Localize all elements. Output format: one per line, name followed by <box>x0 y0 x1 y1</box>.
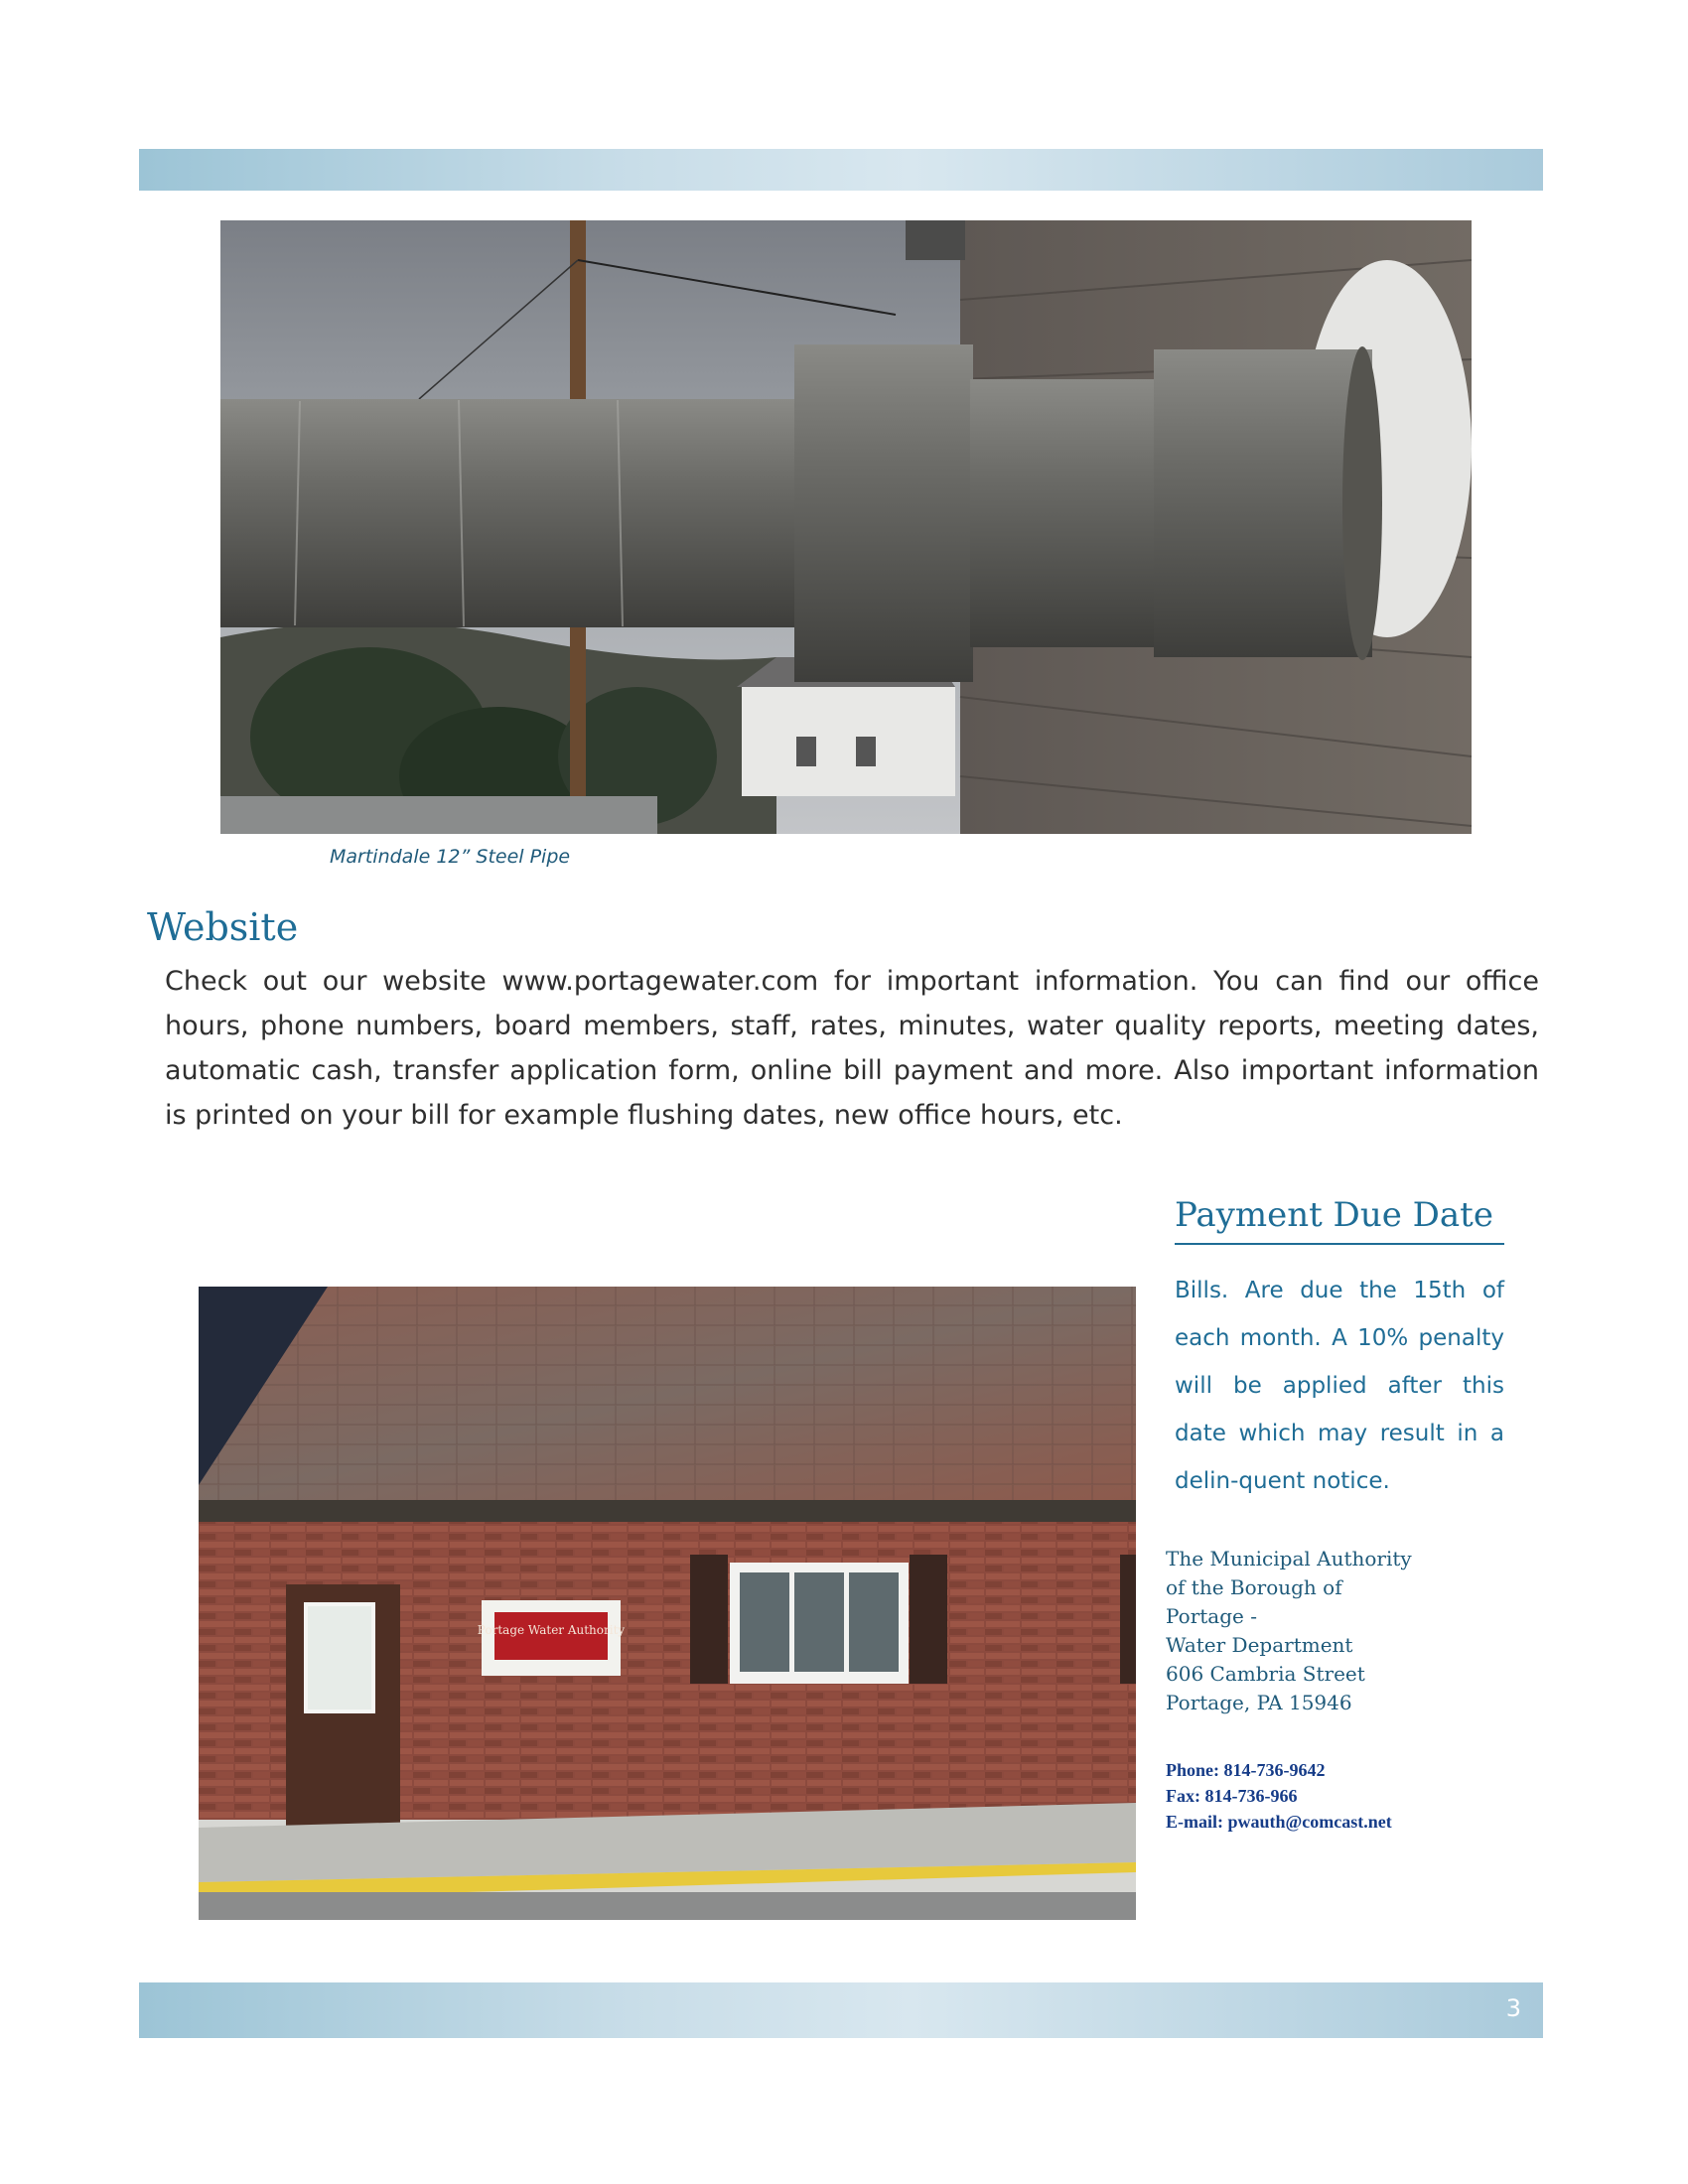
pipe-photo-illustration <box>220 220 1472 834</box>
payment-due-heading: Payment Due Date <box>1175 1195 1504 1245</box>
address-line: Water Department <box>1166 1633 1353 1657</box>
contact-email: E-mail: pwauth@comcast.net <box>1166 1812 1392 1832</box>
page-number: 3 <box>1505 1994 1521 2022</box>
address-line: Portage, PA 15946 <box>1166 1691 1352 1714</box>
contact-fax: Fax: 814-736-966 <box>1166 1786 1298 1806</box>
address-line: 606 Cambria Street <box>1166 1662 1365 1686</box>
pipe-photo <box>220 220 1472 834</box>
website-paragraph: Check out our website www.portagewater.com for important information. You can find our office hours, phone numbers, board members, staff, rates, minutes, water quality reports, meeting dates, automatic cash, transfer application form, online bill payment and more. Also important information is printed on your bill for example flushing dates, new office hours, etc. <box>165 966 1539 1131</box>
mailing-address <box>1166 1545 1412 1717</box>
pipe-photo-caption: Martindale 12” Steel Pipe <box>330 846 571 868</box>
payment-due-paragraph: Bills. Are due the 15th of each month. A 10% penalty will be applied after this date which may result in a delin-quent notice. <box>1175 1278 1504 1494</box>
footer-band <box>139 1982 1543 2038</box>
office-building-illustration <box>199 1287 1136 1920</box>
header-band <box>139 149 1543 191</box>
contact-info <box>1166 1757 1392 1835</box>
address-line: Portage - <box>1166 1604 1257 1628</box>
website-heading: Website <box>147 905 299 949</box>
address-line: of the Borough of <box>1166 1575 1342 1599</box>
office-building-photo <box>199 1287 1136 1920</box>
contact-phone: Phone: 814-736-9642 <box>1166 1760 1326 1780</box>
address-line: The Municipal Authority <box>1166 1547 1412 1570</box>
office-sign-text: Portage Water Authority <box>477 1623 626 1637</box>
